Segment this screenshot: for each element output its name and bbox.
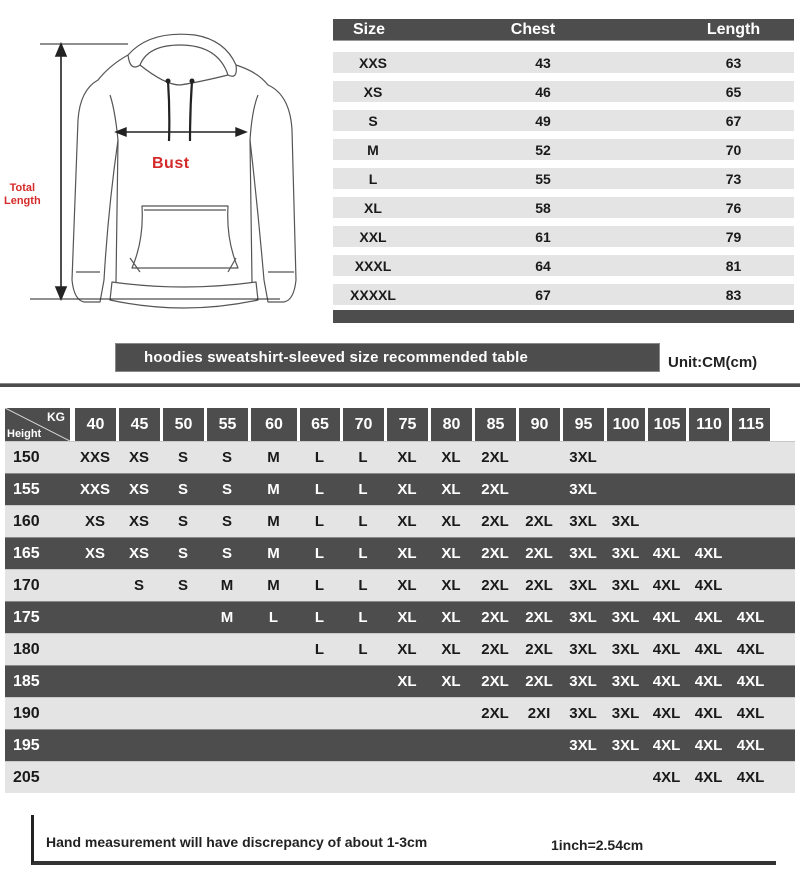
length-cell: 65 (725, 83, 742, 100)
recommended-size-cell: 4XL (736, 641, 765, 658)
length-cell: 67 (725, 112, 742, 129)
measurement-note-box (31, 815, 776, 865)
recommended-size-cell: XL (397, 641, 417, 658)
recommended-size-cell: 2XI (527, 705, 551, 722)
chest-cell: 46 (535, 83, 551, 100)
recommended-size-cell: M (267, 449, 280, 466)
recommended-size-cell: 4XL (736, 769, 765, 786)
header-size: Size (353, 20, 386, 38)
size-table-row (333, 226, 794, 247)
discrepancy-note: Hand measurement will have discrepancy of about 1-3cm (46, 834, 428, 850)
recommended-size-cell: 3XL (611, 513, 640, 530)
recommended-size-cell: XL (397, 513, 417, 530)
height-cell: 160 (13, 512, 40, 530)
recommended-size-cell: XS (84, 545, 105, 562)
weight-header-cell: 45 (119, 408, 160, 441)
recommended-size-cell: 3XL (611, 577, 640, 594)
recommended-size-cell: S (177, 481, 188, 498)
recommended-size-cell: L (314, 513, 325, 530)
weight-header-cell: 85 (475, 408, 516, 441)
height-cell: 155 (13, 480, 40, 498)
recommended-size-cell: 3XL (569, 673, 597, 690)
recommended-size-cell: XL (441, 641, 461, 658)
height-cell: 170 (13, 576, 40, 594)
recommended-size-cell: 4XL (736, 609, 765, 626)
recommended-size-cell: L (358, 481, 368, 498)
recommended-size-cell: XL (397, 673, 417, 690)
recommended-size-cell: 4XL (694, 641, 723, 658)
size-cell: M (367, 141, 379, 158)
total-length-label-line2: Length (4, 195, 41, 207)
length-cell: 83 (725, 286, 742, 303)
recommended-size-cell: XL (441, 545, 461, 562)
corner-header-cell (5, 408, 70, 441)
recommended-size-cell: 2XL (481, 513, 509, 530)
recommended-size-cell: 2XL (525, 673, 553, 690)
recommended-size-cell: XL (441, 577, 461, 594)
size-table-body (333, 52, 794, 305)
recommended-size-cell: 4XL (694, 737, 723, 754)
weight-header-cell: 115 (732, 408, 770, 441)
bust-label: Bust (152, 155, 190, 172)
recommended-size-cell: 2XL (481, 577, 509, 594)
recommended-size-cell: L (314, 641, 325, 658)
recommended-size-cell: 4XL (736, 673, 765, 690)
recommended-size-cell: 3XL (569, 449, 597, 466)
length-cell: 81 (725, 257, 742, 274)
recommended-size-cell: 4XL (652, 737, 681, 754)
weight-header-cell: 55 (207, 408, 248, 441)
recommended-size-cell: 3XL (569, 737, 597, 754)
recommended-size-cell: S (177, 577, 188, 594)
height-cell: 205 (13, 768, 40, 786)
recommended-size-cell: L (314, 481, 325, 498)
recommended-size-cell: 4XL (652, 641, 681, 658)
recommended-size-cell: L (268, 609, 279, 626)
recommended-size-cell: 3XL (611, 609, 640, 626)
recommended-size-cell: XL (397, 481, 417, 498)
recommended-size-cell: 3XL (611, 705, 640, 722)
chest-cell: 55 (535, 170, 551, 187)
recommended-size-cell: S (221, 481, 232, 498)
recommended-size-cell: 2XL (481, 609, 509, 626)
size-table-row (333, 197, 794, 218)
recommended-size-cell: XXS (79, 449, 110, 466)
total-length-label-line1: Total (9, 182, 36, 194)
recommended-size-cell: S (177, 449, 188, 466)
recommended-size-cell: 3XL (569, 481, 597, 498)
recommended-size-cell: 4XL (652, 705, 681, 722)
recommended-size-cell: 3XL (569, 577, 597, 594)
recommendation-table-body (5, 441, 795, 793)
recommended-size-cell: M (267, 545, 280, 562)
section-divider (0, 383, 800, 387)
recommended-size-cell: 2XL (481, 641, 509, 658)
hoodie-measurement-illustration (0, 10, 330, 320)
recommended-size-cell: L (314, 449, 325, 466)
recommended-size-cell: S (177, 545, 188, 562)
recommended-size-cell: XL (397, 609, 417, 626)
recommended-size-cell: XS (128, 449, 149, 466)
recommend-table-banner: hoodies sweatshirt-sleeved size recommended table (115, 343, 660, 372)
header-length: Length (706, 20, 761, 38)
recommended-size-cell: 3XL (569, 641, 597, 658)
height-cell: 165 (13, 544, 40, 562)
unit-label: Unit:CM(cm) (668, 354, 758, 371)
recommendation-row (5, 505, 795, 537)
recommended-size-cell: XL (441, 513, 461, 530)
size-cell: XS (363, 83, 383, 100)
weight-header-cell: 80 (431, 408, 472, 441)
recommended-size-cell: 3XL (611, 545, 640, 562)
recommended-size-cell: 3XL (611, 737, 640, 754)
size-cell: XXL (359, 228, 387, 245)
recommendation-row (5, 633, 795, 665)
recommended-size-cell: L (314, 609, 325, 626)
recommendation-row (5, 665, 795, 697)
weight-header-row (5, 408, 795, 441)
recommended-size-cell: XL (441, 609, 461, 626)
weight-header-cell: 60 (251, 408, 297, 441)
size-cell: L (368, 170, 378, 187)
recommended-size-cell: XS (128, 481, 149, 498)
recommended-size-cell: 2XL (481, 673, 509, 690)
recommended-size-cell: L (314, 577, 325, 594)
weight-header-cell: 105 (648, 408, 686, 441)
chest-cell: 58 (535, 199, 551, 216)
recommended-size-cell: 4XL (694, 545, 723, 562)
inch-conversion-note: 1inch=2.54cm (551, 837, 644, 853)
recommended-size-cell: M (220, 609, 234, 626)
chest-cell: 64 (535, 257, 551, 274)
recommended-size-cell: 2XL (525, 513, 553, 530)
recommended-size-cell: XL (441, 449, 461, 466)
recommended-size-cell: 3XL (569, 545, 597, 562)
weight-header-cell: 50 (163, 408, 204, 441)
recommended-size-cell: XS (128, 513, 149, 530)
height-cell: 180 (13, 640, 40, 658)
recommended-size-cell: 2XL (481, 705, 509, 722)
size-cell: XXS (358, 54, 387, 71)
chest-cell: 61 (535, 228, 551, 245)
size-cell: XXXXL (350, 286, 396, 303)
recommended-size-cell: 4XL (694, 705, 723, 722)
recommended-size-cell: 2XL (525, 545, 553, 562)
recommended-size-cell: M (267, 577, 280, 594)
weight-header-cell: 90 (519, 408, 560, 441)
recommended-size-cell: 3XL (569, 705, 597, 722)
recommended-size-cell: 4XL (736, 705, 765, 722)
recommended-size-cell: XS (128, 545, 149, 562)
size-table-row (333, 284, 794, 305)
recommended-size-cell: 3XL (569, 513, 597, 530)
recommended-size-cell: 4XL (694, 577, 723, 594)
recommended-size-cell: S (221, 513, 232, 530)
length-cell: 76 (725, 199, 742, 216)
height-cell: 185 (13, 672, 40, 690)
recommended-size-cell: XL (397, 545, 417, 562)
recommendation-row (5, 473, 795, 505)
recommended-size-cell: 2XL (525, 609, 553, 626)
weight-header-cell: 110 (689, 408, 729, 441)
height-cell: 150 (13, 448, 40, 466)
size-table-row (333, 168, 794, 189)
size-table-row (333, 110, 794, 131)
recommended-size-cell: XXS (79, 481, 110, 498)
recommended-size-cell: 2XL (481, 481, 509, 498)
height-cell: 175 (13, 608, 40, 626)
recommendation-row (5, 761, 795, 793)
recommendation-row (5, 441, 795, 473)
recommended-size-cell: L (314, 545, 325, 562)
height-axis-label: Height (7, 428, 42, 440)
height-cell: 195 (13, 736, 40, 754)
recommended-size-cell: 2XL (481, 449, 509, 466)
size-measurement-table (333, 19, 794, 323)
chest-cell: 67 (535, 286, 551, 303)
recommended-size-cell: 4XL (652, 609, 681, 626)
recommended-size-cell: L (358, 641, 368, 658)
recommended-size-cell: XL (441, 481, 461, 498)
recommended-size-cell: 4XL (736, 737, 765, 754)
weight-header-cell: 100 (607, 408, 645, 441)
recommended-size-cell: 4XL (694, 673, 723, 690)
recommended-size-cell: 3XL (569, 609, 597, 626)
recommended-size-cell: L (358, 449, 368, 466)
size-recommendation-table (5, 408, 795, 793)
recommendation-row (5, 601, 795, 633)
recommended-size-cell: M (220, 577, 234, 594)
recommended-size-cell: L (358, 513, 368, 530)
recommended-size-cell: L (358, 545, 368, 562)
recommended-size-cell: 4XL (652, 769, 681, 786)
weight-header-cell: 40 (75, 408, 116, 441)
length-cell: 73 (725, 170, 742, 187)
weight-header-cell: 75 (387, 408, 428, 441)
recommended-size-cell: XL (441, 673, 461, 690)
recommended-size-cell: 4XL (652, 545, 681, 562)
recommended-size-cell: XS (84, 513, 105, 530)
weight-header-cell: 65 (300, 408, 340, 441)
recommended-size-cell: XL (397, 577, 417, 594)
size-table-row (333, 139, 794, 160)
chest-cell: 49 (535, 112, 551, 129)
weight-header-cell: 95 (563, 408, 604, 441)
recommended-size-cell: S (133, 577, 144, 594)
recommended-size-cell: 4XL (652, 673, 681, 690)
recommendation-row (5, 537, 795, 569)
recommended-size-cell: M (267, 481, 280, 498)
recommended-size-cell: 4XL (694, 609, 723, 626)
recommendation-row (5, 697, 795, 729)
recommended-size-cell: S (221, 545, 232, 562)
recommended-size-cell: S (221, 449, 232, 466)
length-cell: 79 (725, 228, 742, 245)
chest-cell: 43 (535, 54, 551, 71)
length-cell: 70 (725, 141, 742, 158)
size-cell: XL (364, 199, 382, 216)
recommended-size-cell: L (358, 609, 368, 626)
recommended-size-cell: 4XL (694, 769, 723, 786)
size-table-footer-bar (333, 310, 794, 323)
size-table-row (333, 52, 794, 73)
recommended-size-cell: 4XL (652, 577, 681, 594)
recommended-size-cell: 2XL (525, 641, 553, 658)
size-table-row (333, 255, 794, 276)
recommended-size-cell: 3XL (611, 673, 640, 690)
recommended-size-cell: L (358, 577, 368, 594)
total-length-label (4, 182, 41, 208)
chest-cell: 52 (535, 141, 551, 158)
weight-header-cell: 70 (343, 408, 384, 441)
length-cell: 63 (725, 54, 742, 71)
recommendation-row (5, 569, 795, 601)
kg-axis-label: KG (47, 410, 65, 424)
recommended-size-cell: 2XL (481, 545, 509, 562)
recommended-size-cell: XL (397, 449, 417, 466)
size-table-header (333, 19, 794, 41)
recommended-size-cell: S (177, 513, 188, 530)
height-cell: 190 (13, 704, 40, 722)
size-cell: S (368, 112, 378, 129)
recommended-size-cell: 3XL (611, 641, 640, 658)
recommended-size-cell: 2XL (525, 577, 553, 594)
header-chest: Chest (510, 20, 556, 38)
size-table-row (333, 81, 794, 102)
size-cell: XXXL (354, 257, 392, 274)
recommendation-row (5, 729, 795, 761)
recommended-size-cell: M (267, 513, 280, 530)
